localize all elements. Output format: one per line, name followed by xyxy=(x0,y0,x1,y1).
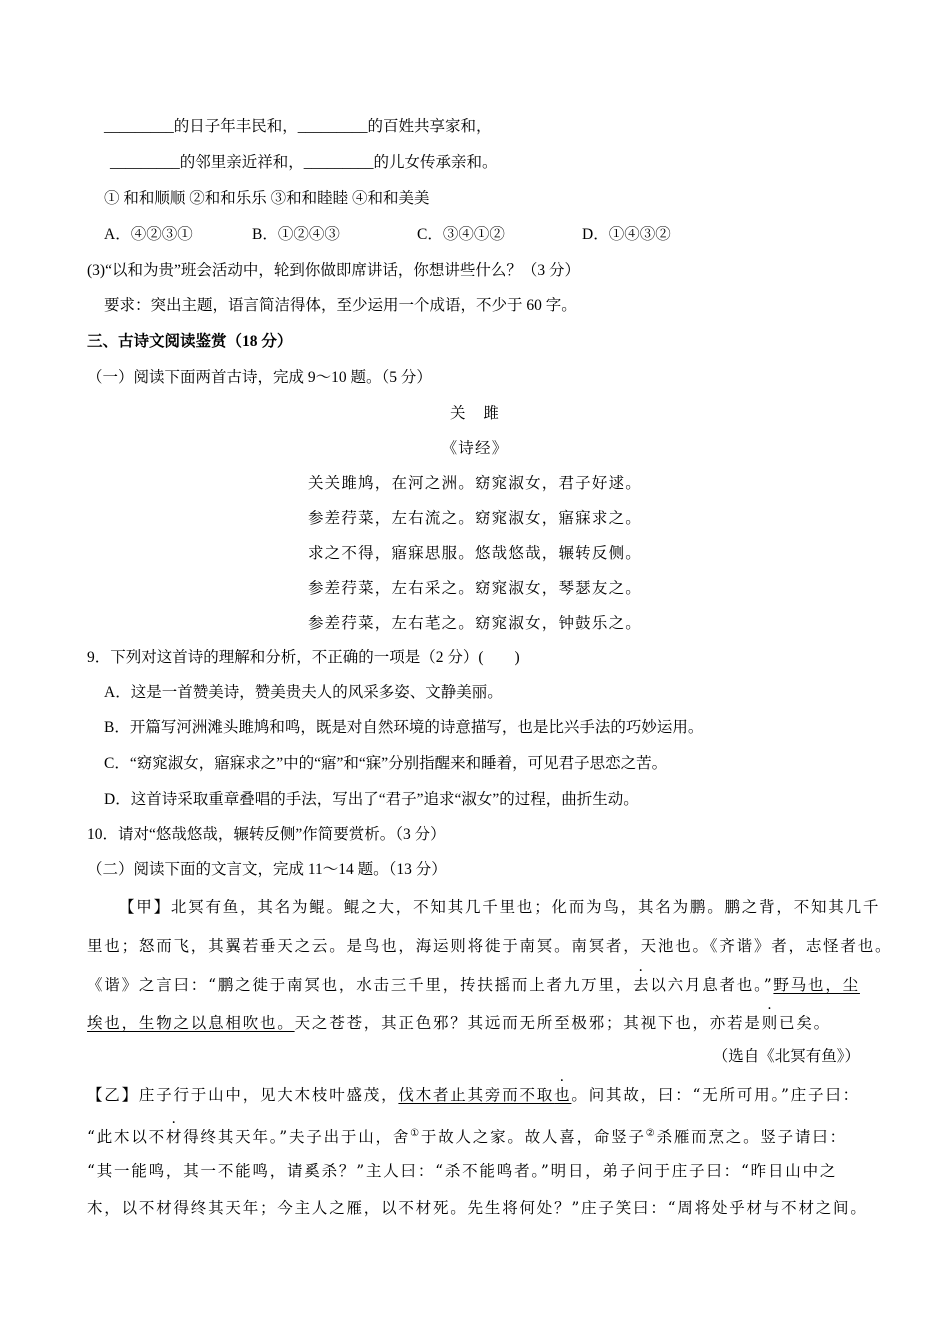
passage-jia-line-4 xyxy=(87,1013,831,1033)
dotted-char-cai: 材 xyxy=(165,1128,184,1147)
question-10: 10．请对“悠哉悠哉，辗转反侧”作简要赏析。（3 分） xyxy=(87,826,446,843)
poem-line-4: 参差荇菜，左右采之。窈窕淑女，琴瑟友之。 xyxy=(307,579,642,597)
passage-yi-line-1 xyxy=(87,1085,860,1105)
fill-blank-line-1: _________的日子年丰民和，_________的百姓共享家和， xyxy=(104,118,492,135)
passage-jia-line-4-text-b: 已矣。 xyxy=(779,1014,831,1032)
underlined-sentence-part-2: 埃也，生物之以息相吹也。 xyxy=(87,1014,295,1032)
poem-line-5: 参差荇菜，左右芼之。窈窕淑女，钟鼓乐之。 xyxy=(307,614,642,632)
poem-line-1: 关关雎鸠，在河之洲。窈窕淑女，君子好逑。 xyxy=(307,474,642,492)
passage-yi-line-4: 木，以不材得终其天年；今主人之雁，以不材死。先生将何处？”庄子笑曰：“周将处乎材与不材之间。 xyxy=(87,1199,868,1217)
passage-yi-line-3: “其一能鸣，其一不能鸣，请奚杀？”主人曰：“杀不能鸣者。”明日，弟子问于庄子曰：“昨日山中之 xyxy=(87,1162,838,1180)
question-9-option-a: A．这是一首赞美诗，赞美贵夫人的风采多姿、文静美丽。 xyxy=(104,684,503,701)
part-2-intro: （二）阅读下面的文言文，完成 11～14 题。（13 分） xyxy=(87,861,447,878)
passage-yi-line-2-text-d: 杀雁而烹之。竖子请曰： xyxy=(656,1128,847,1147)
dotted-char-ye: 也 xyxy=(554,1086,572,1104)
fill-blank-choices: ① 和和顺顺 ②和和乐乐 ③和和睦睦 ④和和美美 xyxy=(104,190,430,207)
question-9-option-c: C．“窈窕淑女，寤寐求之”中的“寤”和“寐”分别指醒来和睡着，可见君子思恋之苦。 xyxy=(104,755,668,772)
question-9-option-b: B．开篇写河洲滩头雎鸠和鸣，既是对自然环境的诗意描写，也是比兴手法的巧妙运用。 xyxy=(104,719,704,736)
part-1-intro: （一）阅读下面两首古诗，完成 9～10 题。（5 分） xyxy=(87,369,432,386)
poem-line-2: 参差荇菜，左右流之。窈窕淑女，寤寐求之。 xyxy=(307,509,642,527)
footnote-marker-1: ① xyxy=(410,1128,421,1139)
underlined-sentence-yi-text: 伐木者止其旁而不取 xyxy=(398,1086,555,1104)
poem-line-3: 求之不得，寤寐思服。悠哉悠哉，辗转反侧。 xyxy=(307,544,642,562)
passage-jia-line-3-text-b: 以六月息者也。” xyxy=(650,976,774,994)
passage-yi-line-2-text-b: 得终其天年。”夫子出于山，舍 xyxy=(183,1128,411,1147)
dotted-char-ze: 则 xyxy=(761,1014,780,1032)
question-3-requirement: 要求：突出主题，语言简洁得体，至少运用一个成语，不少于 60 字。 xyxy=(104,297,577,314)
passage-jia-line-1: 【甲】北冥有鱼，其名为鲲。鲲之大，不知其几千里也；化而为鸟，其名为鹏。鹏之背，不知其几千 xyxy=(119,898,881,916)
passage-yi-line-1-text: 【乙】庄子行于山中，见大木枝叶盛茂， xyxy=(87,1086,399,1104)
question-9-option-d: D．这首诗采取重章叠唱的手法，写出了“君子”追求“淑女”的过程，曲折生动。 xyxy=(104,791,639,808)
underlined-sentence-yi xyxy=(398,1086,571,1104)
passage-jia-line-3 xyxy=(87,975,860,995)
passage-yi-line-2 xyxy=(87,1124,847,1147)
passage-yi-line-2-text-c: 于故人之家。故人喜，命竖子 xyxy=(420,1128,646,1147)
passage-yi-line-1-text-b: 。问其故，曰：“无所可用。”庄子曰： xyxy=(571,1086,860,1104)
passage-jia-line-4-text: 天之苍苍，其正色邪？其远而无所至极邪；其视下也，亦若是 xyxy=(294,1014,762,1032)
section-3-title: 三、古诗文阅读鉴赏（18 分） xyxy=(87,333,293,350)
dotted-char-qu: 去 xyxy=(633,976,651,994)
footnote-marker-2: ② xyxy=(645,1128,657,1139)
passage-jia-line-3-text: 《谐》之言曰：“鹏之徙于南冥也，水击三千里，抟扶摇而上者九万里， xyxy=(87,976,634,994)
fill-blank-option-a: A．④②③① xyxy=(104,226,193,243)
fill-blank-option-d: D．①④③② xyxy=(582,226,671,243)
underlined-sentence-part-1: 野马也，尘 xyxy=(773,976,860,994)
poem-source: 《诗经》 xyxy=(441,439,509,457)
question-3-prompt: (3)“以和为贵”班会活动中，轮到你做即席讲话，你想讲些什么？（3 分） xyxy=(87,262,580,279)
fill-blank-option-b: B．①②④③ xyxy=(252,226,340,243)
fill-blank-option-c: C．③④①② xyxy=(417,226,505,243)
passage-jia-line-2: 里也；怒而飞，其翼若垂天之云。是鸟也，海运则将徙于南冥。南冥者，天池也。《齐谐》者，志怪者也。 xyxy=(87,937,893,955)
passage-jia-source: （选自《北冥有鱼》） xyxy=(712,1048,860,1065)
fill-blank-line-2: _________的邻里亲近祥和，_________的儿女传承亲和。 xyxy=(110,154,498,171)
passage-yi-line-2-text: “此木以不 xyxy=(87,1128,166,1147)
poem-title: 关 雎 xyxy=(449,404,501,422)
question-9-stem: 9．下列对这首诗的理解和分析，不正确的一项是（2 分）( ) xyxy=(87,649,520,666)
